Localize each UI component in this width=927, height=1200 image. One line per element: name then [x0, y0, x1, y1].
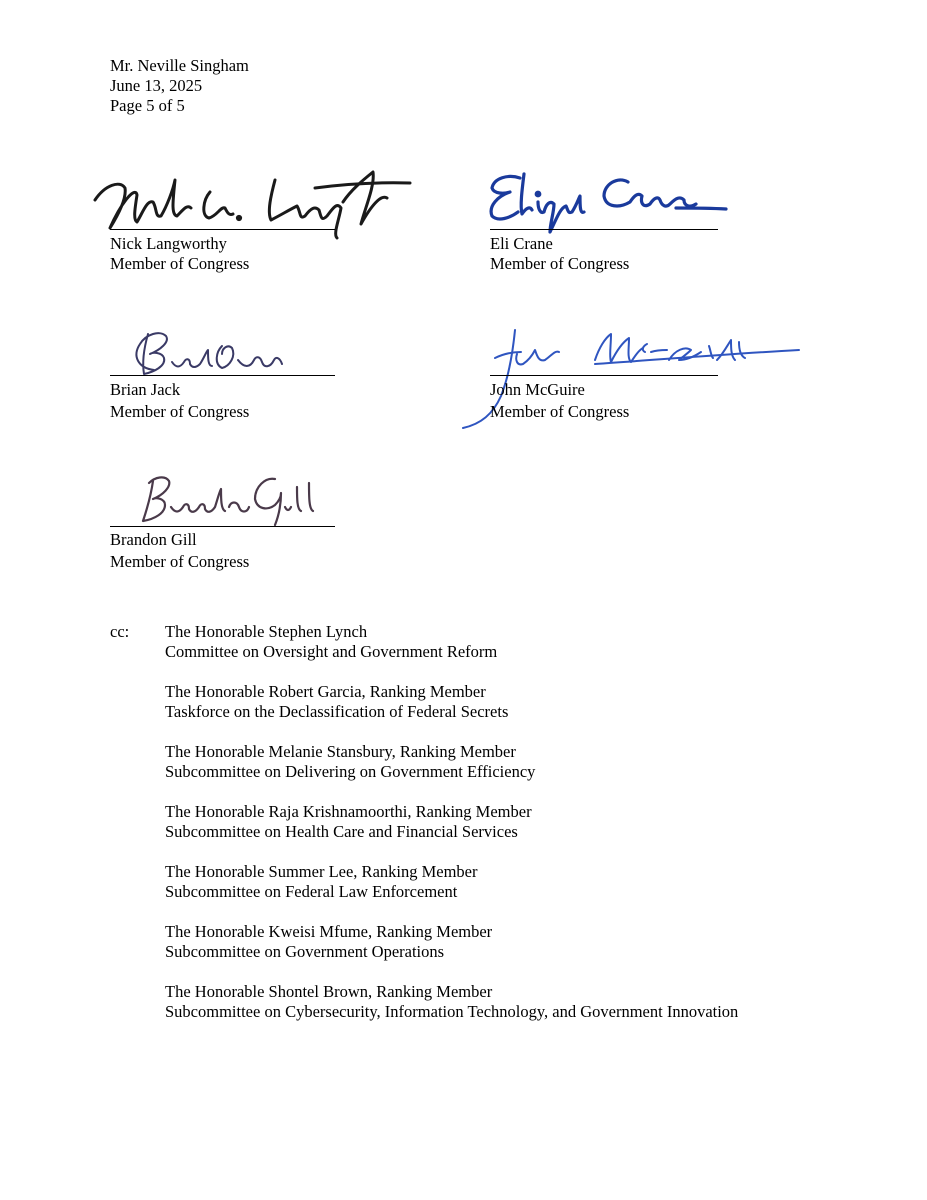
cc-recipient: The Honorable Melanie Stansbury, Ranking Member: [165, 742, 516, 761]
cc-entry: [165, 742, 535, 782]
cc-recipient: The Honorable Stephen Lynch: [165, 622, 368, 641]
recipient-name: Mr. Neville Singham: [110, 56, 249, 75]
signatory-title: Member of Congress: [110, 552, 250, 571]
signatory-title: Member of Congress: [110, 402, 250, 421]
signature-langworthy: [75, 150, 415, 240]
cc-entry: [165, 982, 738, 1022]
signatory-name: John McGuire: [490, 380, 585, 399]
signatory-name: Eli Crane: [490, 234, 553, 253]
signature-crane: [480, 160, 740, 240]
cc-committee: Taskforce on the Declassification of Federal Secrets: [165, 702, 509, 721]
cc-entry: [165, 862, 478, 902]
cc-recipient: The Honorable Shontel Brown, Ranking Member: [165, 982, 493, 1001]
signature-line: [110, 229, 335, 230]
cc-recipient: The Honorable Kweisi Mfume, Ranking Member: [165, 922, 493, 941]
cc-committee: Subcommittee on Delivering on Government Efficiency: [165, 762, 536, 781]
letter-date: June 13, 2025: [110, 76, 203, 95]
cc-committee: Subcommittee on Government Operations: [165, 942, 445, 961]
page-number: Page 5 of 5: [110, 96, 185, 115]
signature-line: [490, 375, 718, 376]
signature-line: [490, 229, 718, 230]
signatory-name: Brian Jack: [110, 380, 181, 399]
signature-jack: [120, 322, 320, 382]
cc-label: cc:: [110, 622, 130, 641]
cc-entry: [165, 682, 508, 722]
signature-line: [110, 375, 335, 376]
cc-committee: Committee on Oversight and Government Reform: [165, 642, 498, 661]
signatory-title: Member of Congress: [490, 402, 630, 421]
signatory-title: Member of Congress: [110, 254, 250, 273]
cc-recipient: The Honorable Raja Krishnamoorthi, Ranking Member: [165, 802, 532, 821]
cc-committee: Subcommittee on Cybersecurity, Information Technology, and Government Innovation: [165, 1002, 739, 1021]
cc-recipient: The Honorable Summer Lee, Ranking Member: [165, 862, 478, 881]
signatory-name: Nick Langworthy: [110, 234, 227, 253]
signatory-title: Member of Congress: [490, 254, 630, 273]
signatory-name: Brandon Gill: [110, 530, 197, 549]
signature-gill: [125, 467, 340, 535]
cc-entry: [165, 802, 532, 842]
cc-entry: [165, 622, 497, 662]
cc-recipient: The Honorable Robert Garcia, Ranking Member: [165, 682, 486, 701]
letter-header: [110, 56, 249, 116]
cc-entry: [165, 922, 492, 962]
signature-line: [110, 526, 335, 527]
cc-committee: Subcommittee on Federal Law Enforcement: [165, 882, 458, 901]
cc-committee: Subcommittee on Health Care and Financial Services: [165, 822, 518, 841]
